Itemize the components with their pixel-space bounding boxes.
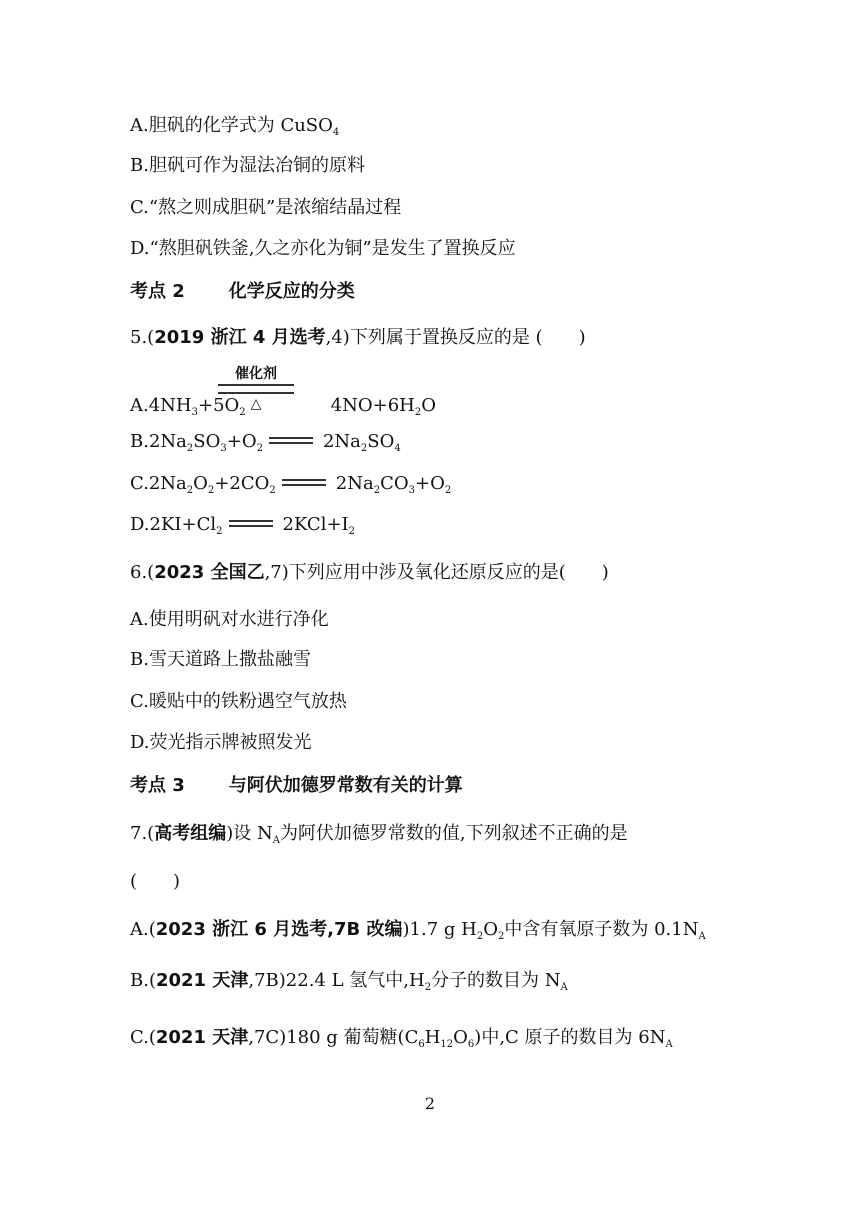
option-text: )1.7 g H [402,919,477,940]
section-title: 化学反应的分类 [228,281,355,302]
question-text: )设 N [226,823,273,844]
subscript: 4 [332,127,340,138]
subscript: 2 [476,931,484,942]
subscript: A [665,1039,673,1050]
q5-option-c [130,472,451,496]
q7-option-c [130,1026,673,1050]
subscript: 2 [239,407,246,418]
question-source: 2023 全国乙 [154,562,265,583]
subscript: 3 [408,485,415,496]
subscript: 12 [440,1039,454,1050]
option-text: O [453,1027,468,1048]
subscript: A [272,835,280,846]
formula-part: +5O [198,395,240,416]
subscript: 3 [191,407,198,418]
formula-part: C.2Na [130,473,187,494]
answer-parentheses: ( ) [130,871,181,892]
formula-part: +O [226,431,257,452]
option-text: H [424,1027,441,1048]
option-source: 2023 浙江 6 月选考,7B 改编 [155,919,403,940]
catalyst-label: 催化剂 [235,366,277,382]
option-text: ,7B)22.4 L 氢气中,H [248,970,425,991]
subscript: 2 [269,485,276,496]
section-heading-3 [130,774,463,798]
question-text: ,7)下列应用中涉及氧化还原反应的是( ) [264,562,609,583]
option-text: A.( [130,919,156,940]
formula-part: SO [193,431,221,452]
equation-double-line [218,384,294,394]
subscript: 2 [424,982,432,993]
formula-part: A.4NH [130,395,192,416]
option-source: 2021 天津 [155,970,249,991]
formula-part: 2Na [322,431,361,452]
section-heading-2 [130,280,355,304]
formula-part: +2CO [214,473,270,494]
subscript: 2 [444,485,452,496]
option-text: 中含有氧原子数为 0.1N [504,919,699,940]
question-source: 高考组编 [154,823,227,844]
q6-option-a: A.使用明矾对水进行净化 [130,609,329,630]
option-text: ,7C)180 g 葡萄糖(C [248,1027,419,1048]
section-title: 与阿伏加德罗常数有关的计算 [228,775,463,796]
question-7-stem [130,822,628,846]
formula-part: D.2KI+Cl [130,514,217,535]
formula-part: SO [367,431,395,452]
heating-symbol: △ [250,396,262,412]
question-5-stem [130,326,586,350]
formula-part: 2KCl+I [282,514,349,535]
formula-part: 2Na [335,473,374,494]
subscript: 4 [394,443,401,454]
q6-option-b: B.雪天道路上撒盐融雪 [130,649,311,670]
subscript: 2 [256,443,263,454]
question-text: ,4)下列属于置换反应的是 ( ) [325,327,586,348]
section-label: 考点 2 [130,281,185,302]
q7-option-b [130,969,568,993]
question-number: 6.( [130,562,155,583]
subscript: 2 [414,407,422,418]
option-text: C.( [130,1027,156,1048]
page-number: 2 [424,1094,436,1113]
option-text: 分子的数目为 N [431,970,561,991]
q4-option-a-text: A.胆矾的化学式为 CuSO [130,115,333,136]
equals-sign [267,430,319,454]
equals-sign [227,513,279,537]
q6-option-c: C.暖贴中的铁粉遇空气放热 [130,691,347,712]
q5-option-b [130,430,401,454]
subscript: 3 [220,443,227,454]
subscript: A [560,982,568,993]
question-6-stem [130,561,609,585]
q4-option-b: B.胆矾可作为湿法冶铜的原料 [130,155,365,176]
formula-part: CO [380,473,409,494]
subscript: 6 [418,1039,425,1050]
question-source: 2019 浙江 4 月选考 [154,327,326,348]
question-number: 5.( [130,327,155,348]
formula-part: B.2Na [130,431,187,452]
formula-part: +O [414,473,445,494]
subscript: 2 [186,443,194,454]
formula-part: O [421,395,437,416]
q6-option-d: D.荧光指示牌被照发光 [130,732,312,753]
option-text: )中,C 原子的数目为 6N [474,1027,666,1048]
formula-part: 4NO+6H [330,395,415,416]
subscript: 2 [207,485,215,496]
option-text: O [483,919,498,940]
option-text: B.( [130,970,156,991]
q4-option-d: D.“熬胆矾铁釜,久之亦化为铜”是发生了置换反应 [130,238,516,259]
subscript: 2 [497,931,505,942]
q5-option-d [130,513,355,537]
option-source: 2021 天津 [155,1027,249,1048]
equals-sign [280,472,332,496]
subscript: 2 [360,443,368,454]
formula-part: O [193,473,208,494]
subscript: 2 [216,526,223,537]
subscript: A [698,931,706,942]
subscript: 2 [373,485,381,496]
question-text: 为阿伏加德罗常数的值,下列叙述不正确的是 [279,823,628,844]
section-label: 考点 3 [130,775,185,796]
question-number: 7.( [130,823,155,844]
q5-option-a [130,394,436,418]
subscript: 2 [186,485,194,496]
q4-option-a [130,114,339,138]
subscript: 6 [467,1039,475,1050]
q7-option-a [130,918,706,942]
q4-option-c: C.“熬之则成胆矾”是浓缩结晶过程 [130,197,402,218]
subscript: 2 [348,526,356,537]
